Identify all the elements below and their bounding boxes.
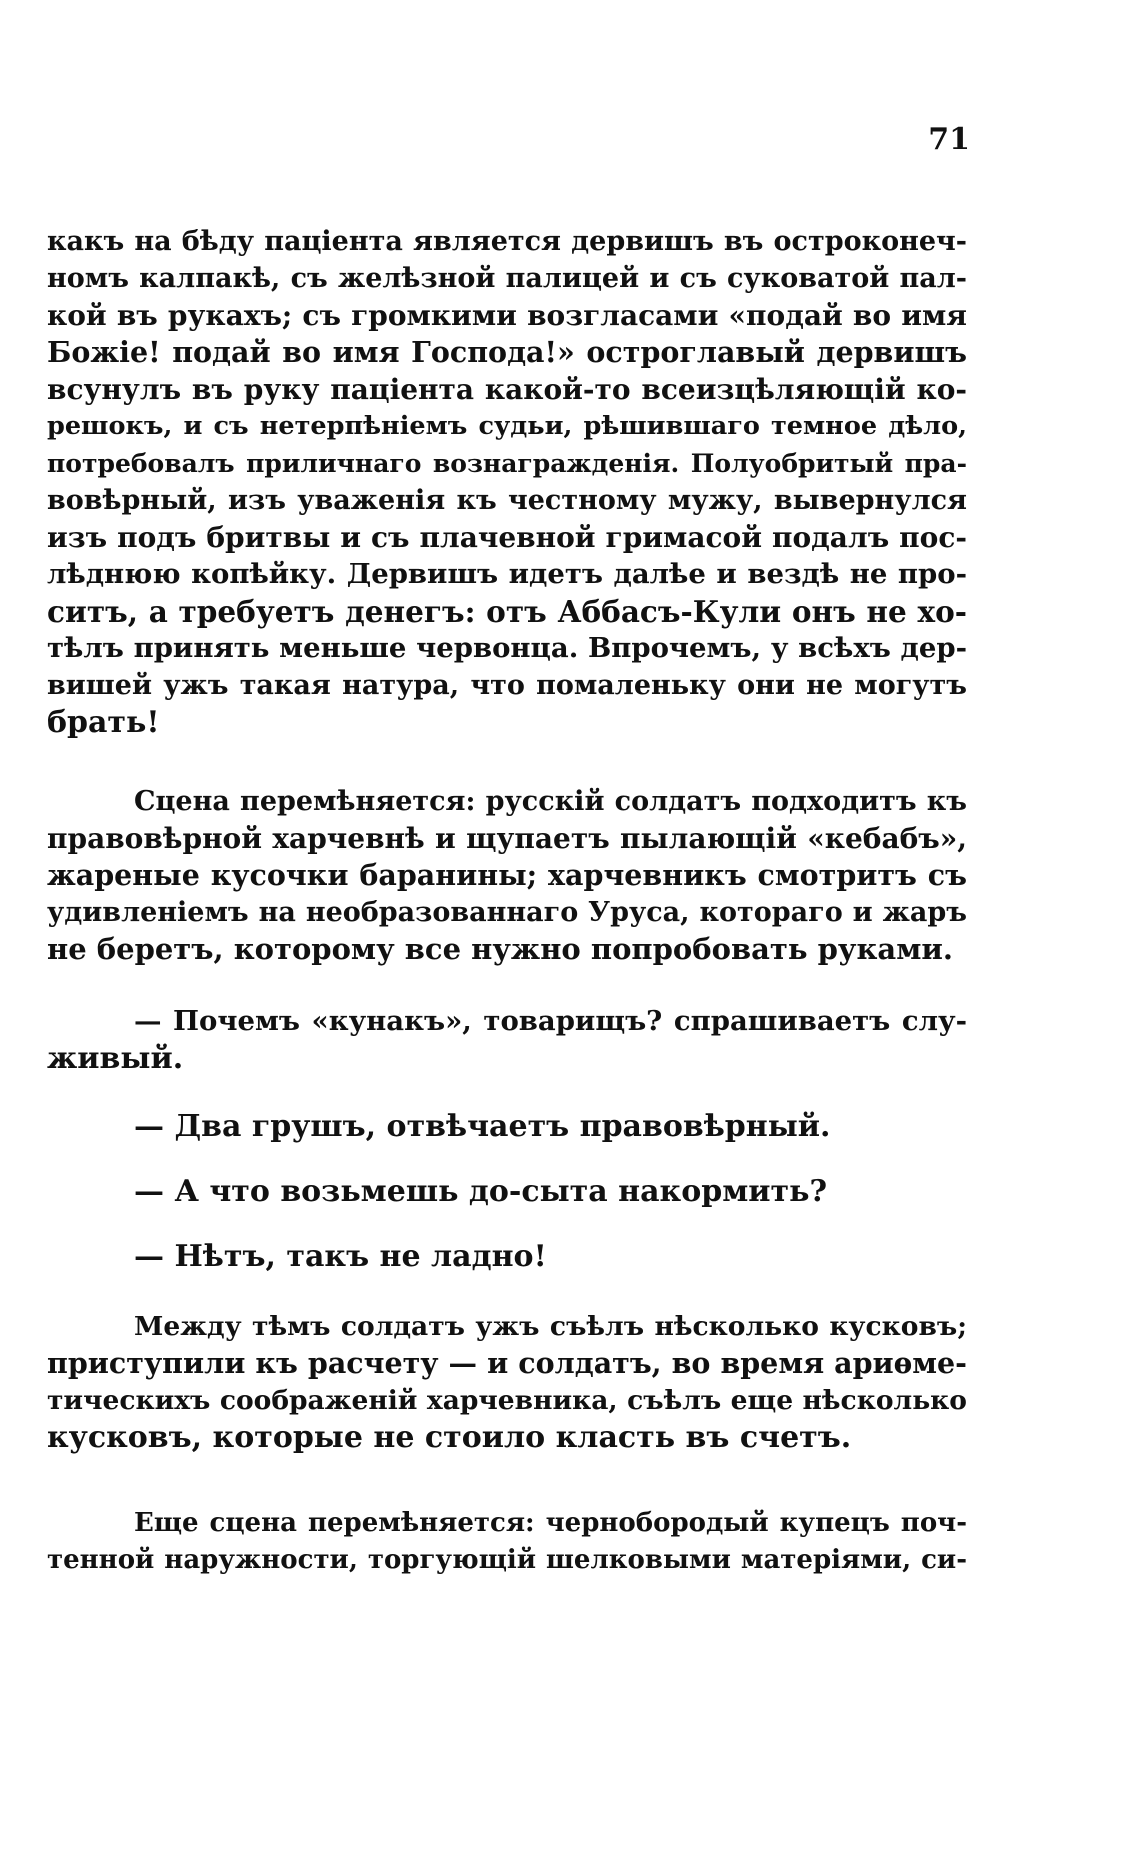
paragraph-7 <box>47 1308 967 1456</box>
text-line: Сцена перемѣняется: русскій солдатъ подходитъ къ <box>134 786 967 817</box>
text-line: правовѣрной харчевнѣ и щупаетъ пылающій «кебабъ», <box>47 822 967 855</box>
text-line: изъ подъ бритвы и съ плачевной гримасой подалъ пос- <box>47 521 967 554</box>
text-line: не беретъ, которому все нужно попробовать руками. <box>47 932 954 966</box>
text-line: потребовалъ приличнаго вознагражденія. Полуобритый пра- <box>47 449 967 478</box>
dialogue-line-4 <box>47 1238 967 1275</box>
text-line: жареные кусочки баранины; харчевникъ смотритъ съ <box>47 858 967 892</box>
text-line: удивленіемъ на необразованнаго Уруса, котораго и жаръ <box>47 897 967 928</box>
text-line: — А что возьмешь до-сыта накормить? <box>134 1174 828 1209</box>
text-line: — Почемъ «кунакъ», товарищъ? спрашиваетъ слу- <box>134 1005 967 1037</box>
text-line: — Два грушъ, отвѣчаетъ правовѣрный. <box>134 1109 831 1144</box>
paragraph-2 <box>47 783 967 968</box>
text-line: ситъ, а требуетъ денегъ: отъ Аббасъ-Кули онъ не хо- <box>47 594 967 629</box>
text-line: тенной наружности, торгующій шелковыми матеріями, си- <box>47 1545 967 1575</box>
text-line: кусковъ, которые не стоило класть въ счетъ. <box>47 1420 852 1455</box>
paragraph-1 <box>47 223 967 741</box>
text-line: кой въ рукахъ; съ громкими возгласами «подай во имя <box>47 299 967 332</box>
paragraph-8 <box>47 1505 967 1579</box>
dialogue-line-1 <box>47 1003 967 1077</box>
text-line: Еще сцена перемѣняется: чернобородый купецъ поч- <box>134 1508 967 1538</box>
text-line: — Нѣтъ, такъ не ладно! <box>134 1239 547 1274</box>
text-line: Божіе! подай во имя Господа!» остроглавый дервишъ <box>47 335 967 369</box>
text-line: лѣднюю копѣйку. Дервишъ идетъ далѣе и вездѣ не про- <box>47 558 967 590</box>
dialogue-line-3 <box>47 1173 967 1210</box>
text-line: живый. <box>47 1041 184 1076</box>
dialogue-line-2 <box>47 1108 967 1145</box>
text-line: решокъ, и съ нетерпѣніемъ судьи, рѣшившаго темное дѣло, <box>47 411 967 441</box>
page-number: 71 <box>928 122 970 157</box>
text-line: приступили къ расчету — и солдатъ, во время ариѳме- <box>47 1346 967 1380</box>
text-line: Между тѣмъ солдатъ ужъ съѣлъ нѣсколько кусковъ; <box>134 1311 967 1342</box>
text-line: вовѣрный, изъ уваженія къ честному мужу, вывернулся <box>47 485 967 516</box>
text-line: вишей ужъ такая натура, что помаленьку они не могутъ <box>47 670 967 701</box>
text-line: тѣлъ принять меньше червонца. Впрочемъ, у всѣхъ дер- <box>47 632 967 664</box>
text-line: тическихъ соображеній харчевника, съѣлъ еще нѣсколько <box>47 1385 967 1416</box>
text-line: всунулъ въ руку паціента какой-то всеизцѣляющій ко- <box>47 373 967 406</box>
text-line: какъ на бѣду паціента является дервишъ въ остроконеч- <box>47 226 967 257</box>
text-line: номъ калпакѣ, съ желѣзной палицей и съ суковатой пал- <box>47 263 967 294</box>
text-line: брать! <box>47 705 160 740</box>
